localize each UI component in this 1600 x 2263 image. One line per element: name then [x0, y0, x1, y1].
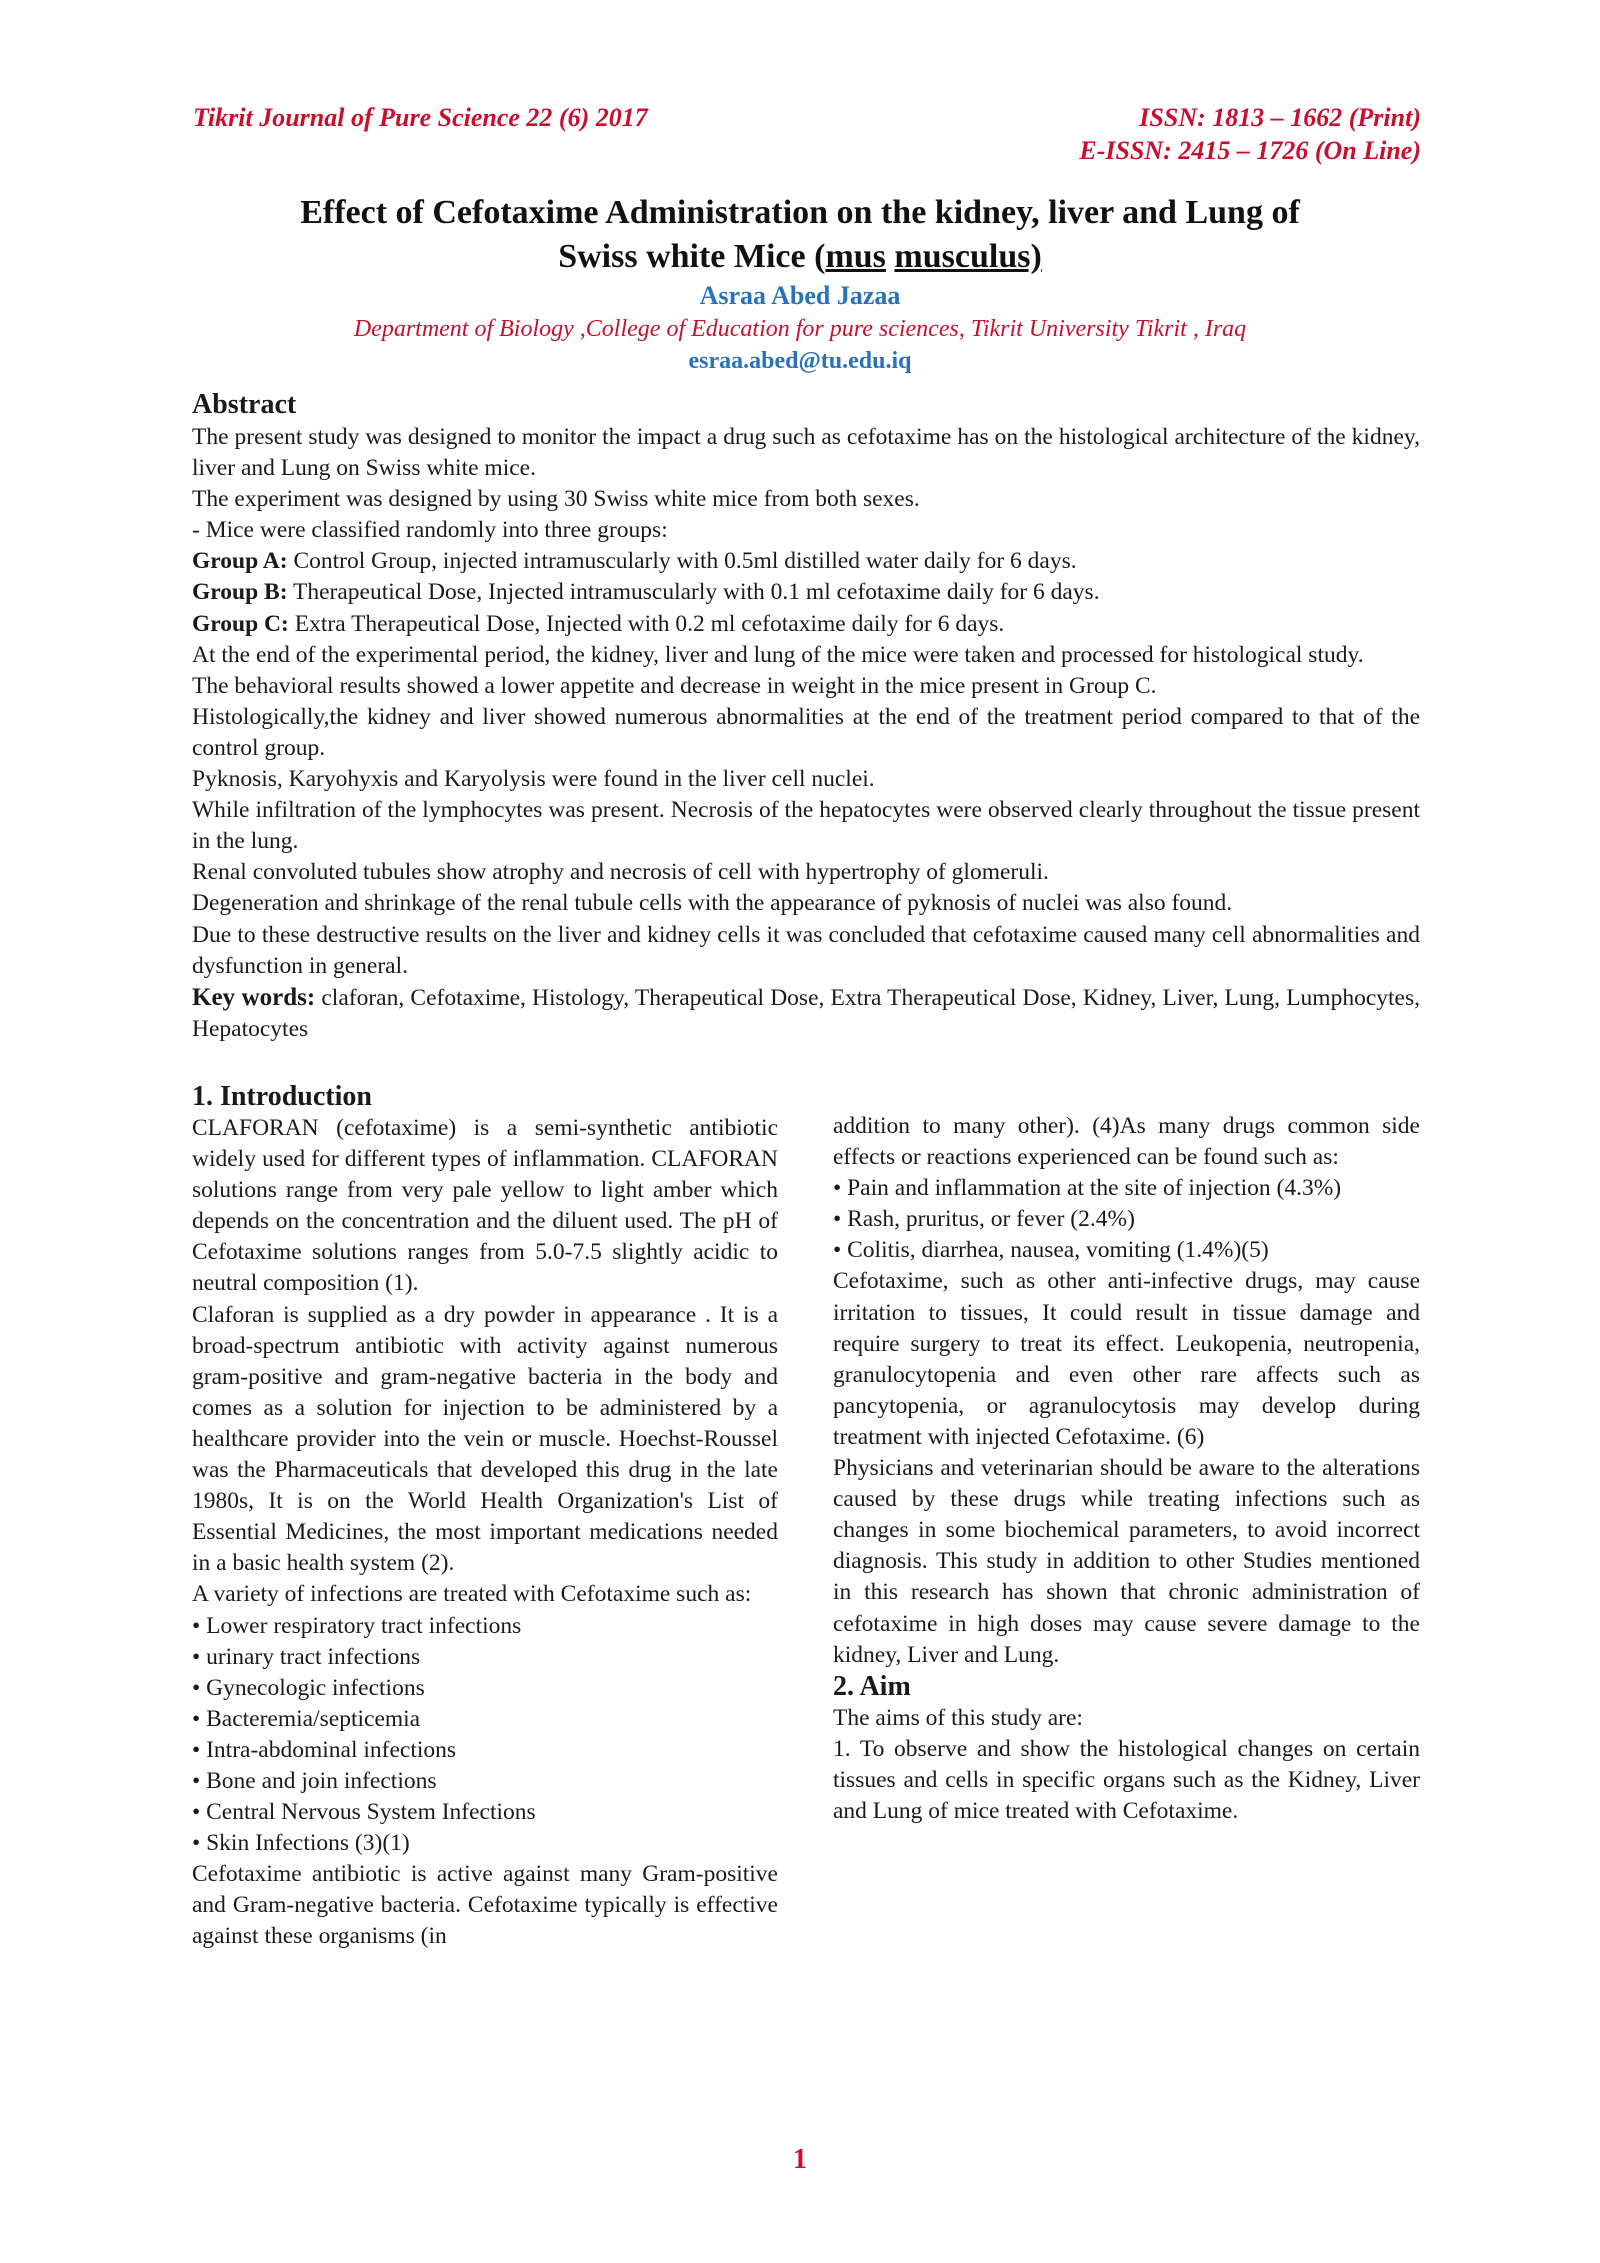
author-affiliation: Department of Biology ,College of Education for pure sciences, Tikrit University Tikrit , Iraq	[353, 316, 1247, 342]
title-line-2	[150, 235, 1450, 279]
group-c-label: Group C:	[192, 610, 289, 637]
group-c-text: Extra Therapeutical Dose, Injected with 0.2 ml cefotaxime daily for 6 days.	[288, 610, 1005, 637]
abstract-paragraph: Renal convoluted tubules show atrophy and necrosis of cell with hypertrophy of glomeruli.	[192, 859, 1049, 886]
intro-paragraph: Cefotaxime antibiotic is active against many Gram-positive and Gram-negative bacteria. Cefotaxime typically is effective against these organisms (in	[192, 1861, 778, 1950]
journal-header: Tikrit Journal of Pure Science 22 (6) 2017	[193, 103, 648, 132]
aim-heading: 2. Aim	[833, 1670, 911, 1702]
title-line-2-prefix: Swiss white Mice (	[558, 238, 826, 275]
abstract-paragraph: At the end of the experimental period, the kidney, liver and lung of the mice were taken and processed for histological study.	[192, 641, 1364, 668]
group-a-line	[192, 546, 1420, 577]
left-column	[192, 1081, 778, 1953]
infection-list-item: • Lower respiratory tract infections	[192, 1611, 778, 1642]
abstract-paragraph: The experiment was designed by using 30 Swiss white mice from both sexes.	[192, 486, 920, 513]
aim-paragraph: The aims of this study are:	[833, 1704, 1083, 1731]
abstract-paragraph: The behavioral results showed a lower appetite and decrease in weight in the mice present in Group C.	[192, 672, 1157, 699]
abstract-heading: Abstract	[192, 389, 297, 420]
group-b-text: Therapeutical Dose, Injected intramuscularly with 0.1 ml cefotaxime daily for 6 days.	[287, 579, 1100, 606]
side-effect-list-item: • Rash, pruritus, or fever (2.4%)	[833, 1204, 1420, 1235]
group-c-line	[192, 609, 1420, 640]
issn-print: ISSN: 1813 – 1662 (Print)	[1139, 103, 1421, 132]
abstract-paragraph: The present study was designed to monitor the impact a drug such as cefotaxime has on the histological architecture of the kidney, liver and Lung on Swiss white mice.	[192, 424, 1420, 482]
abstract-paragraph: - Mice were classified randomly into three groups:	[192, 517, 668, 544]
title-species-name: musculus)	[894, 238, 1042, 275]
infection-list-item: • urinary tract infections	[192, 1642, 778, 1673]
aim-paragraph: 1. To observe and show the histological changes on certain tissues and cells in specific organs such as the Kidney, Liver and Lung of mice treated with Cefotaxime.	[833, 1735, 1420, 1824]
side-effect-list-item: • Colitis, diarrhea, nausea, vomiting (1.4%)(5)	[833, 1235, 1420, 1266]
title-species-genus: mus	[825, 238, 886, 275]
group-b-label: Group B:	[192, 579, 288, 606]
infection-list-item: • Bone and join infections	[192, 1766, 778, 1797]
abstract-section	[192, 388, 1420, 1045]
infection-list-item: • Intra-abdominal infections	[192, 1735, 778, 1766]
title-line-1: Effect of Cefotaxime Administration on the kidney, liver and Lung of	[300, 194, 1300, 231]
right-column	[833, 1111, 1420, 1827]
author-email: esraa.abed@tu.edu.iq	[688, 348, 912, 374]
abstract-paragraph: Due to these destructive results on the liver and kidney cells it was concluded that cefotaxime caused many cell abnormalities and dysfunction in general.	[192, 921, 1420, 979]
intro-paragraph: Claforan is supplied as a dry powder in appearance . It is a broad-spectrum antibiotic with activity against numerous gram-positive and gram-negative bacteria in the body and comes as a solution for injection to be administered by a healthcare provider into the vein or muscle. Hoechst-Roussel was the Pharmaceuticals that developed this drug in the late 1980s, It is on the World Health Organization's List of Essential Medicines, the most important medications needed in a basic health system (2).	[192, 1301, 778, 1577]
group-a-label: Group A:	[192, 548, 288, 575]
introduction-heading: 1. Introduction	[192, 1081, 372, 1112]
abstract-paragraph: While infiltration of the lymphocytes was present. Necrosis of the hepatocytes were observed clearly throughout the tissue present in the lung.	[192, 797, 1420, 855]
keywords-text: claforan, Cefotaxime, Histology, Therapeutical Dose, Extra Therapeutical Dose, Kidney, Liver, Lung, Lumphocytes, Hepatocytes	[192, 984, 1420, 1042]
abstract-paragraph: Pyknosis, Karyohyxis and Karyolysis were found in the liver cell nuclei.	[192, 766, 875, 793]
keywords-label: Key words:	[192, 983, 316, 1011]
paper-title	[150, 191, 1450, 279]
infection-list-item: • Gynecologic infections	[192, 1673, 778, 1704]
abstract-paragraph: Degeneration and shrinkage of the renal tubule cells with the appearance of pyknosis of nuclei was also found.	[192, 890, 1233, 917]
infection-list-item: • Bacteremia/septicemia	[192, 1704, 778, 1735]
side-effect-list-item: • Pain and inflammation at the site of injection (4.3%)	[833, 1173, 1420, 1204]
infection-list-item: • Skin Infections (3)(1)	[192, 1828, 778, 1859]
intro-paragraph: A variety of infections are treated with Cefotaxime such as:	[192, 1581, 752, 1608]
author-name: Asraa Abed Jazaa	[699, 281, 901, 310]
group-a-text: Control Group, injected intramuscularly with 0.5ml distilled water daily for 6 days.	[287, 548, 1077, 575]
issn-online: E-ISSN: 2415 – 1726 (On Line)	[1079, 136, 1421, 165]
page-number: 1	[793, 2144, 807, 2175]
abstract-paragraph: Histologically,the kidney and liver showed numerous abnormalities at the end of the treatment period compared to that of the control group.	[192, 703, 1420, 761]
intro-paragraph: CLAFORAN (cefotaxime) is a semi-synthetic antibiotic widely used for different types of inflammation. CLAFORAN solutions range from very pale yellow to light amber which depends on the concentration and the diluent used. The pH of Cefotaxime solutions ranges from 5.0-7.5 slightly acidic to neutral composition (1).	[192, 1115, 778, 1297]
intro-paragraph: addition to many other). (4)As many drugs common side effects or reactions experienced can be found such as:	[833, 1113, 1420, 1171]
group-b-line	[192, 577, 1420, 608]
infection-list-item: • Central Nervous System Infections	[192, 1797, 778, 1828]
intro-paragraph: Physicians and veterinarian should be aware to the alterations caused by these drugs while treating infections such as changes in some biochemical parameters, to avoid incorrect diagnosis. This study in addition to other Studies mentioned in this research has shown that chronic administration of cefotaxime in high doses may cause severe damage to the kidney, Liver and Lung.	[833, 1455, 1420, 1668]
intro-paragraph: Cefotaxime, such as other anti-infective drugs, may cause irritation to tissues, It could result in tissue damage and require surgery to treat its effect. Leukopenia, neutropenia, granulocytopenia and even other rare affects such as pancytopenia, or agranulocytosis may develop during treatment with injected Cefotaxime. (6)	[833, 1268, 1420, 1450]
issn-header	[1079, 101, 1421, 167]
keywords-line	[192, 982, 1420, 1045]
